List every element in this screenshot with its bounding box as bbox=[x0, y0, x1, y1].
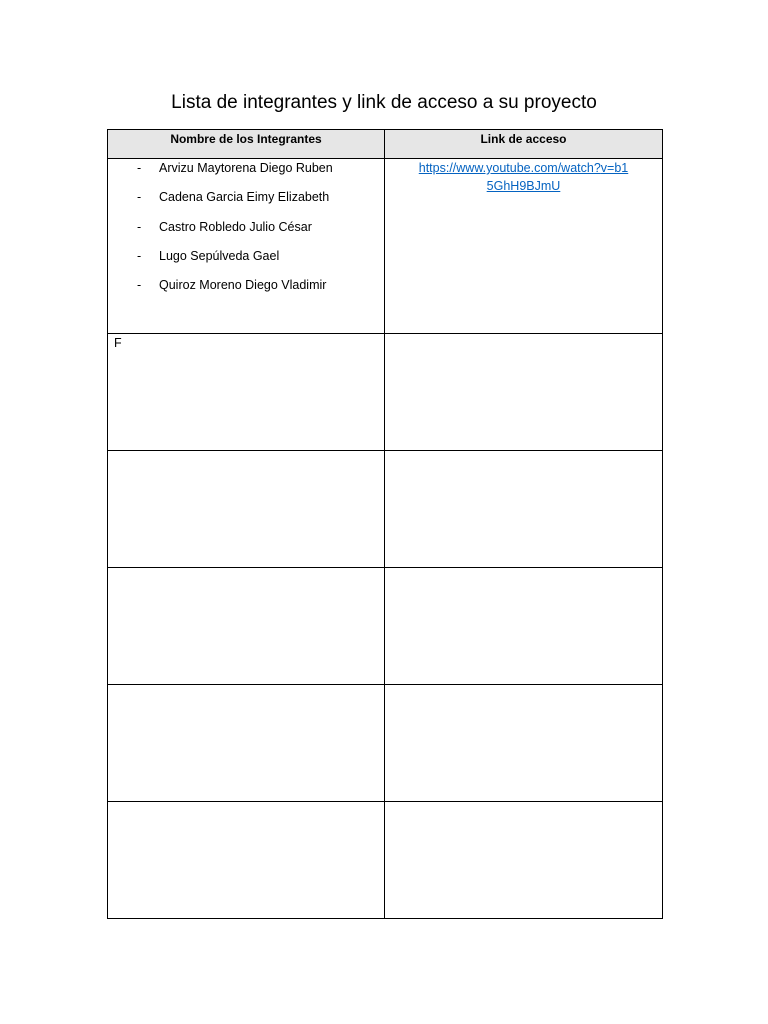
members-cell bbox=[108, 334, 385, 451]
link-line-2: v=b15GhH9BJmU bbox=[486, 161, 629, 193]
member-name: Cadena Garcia Eimy Elizabeth bbox=[159, 190, 330, 205]
link-cell bbox=[385, 159, 663, 334]
bullet-dash: - bbox=[137, 190, 142, 205]
table-row bbox=[108, 159, 663, 334]
list-item bbox=[108, 189, 384, 218]
header-link: Link de acceso bbox=[385, 130, 663, 159]
member-name: Lugo Sepúlveda Gael bbox=[159, 248, 280, 263]
table-header-row bbox=[108, 130, 663, 159]
link-cell bbox=[385, 568, 663, 685]
link-cell bbox=[385, 334, 663, 451]
member-list bbox=[108, 159, 384, 306]
members-table bbox=[107, 129, 663, 919]
table-row bbox=[108, 334, 663, 451]
link-cell bbox=[385, 685, 663, 802]
bullet-dash: - bbox=[137, 278, 142, 293]
members-cell bbox=[108, 568, 385, 685]
youtube-link[interactable] bbox=[419, 159, 629, 195]
members-cell bbox=[108, 159, 385, 334]
list-item bbox=[108, 219, 384, 248]
member-name: Arvizu Maytorena Diego Ruben bbox=[159, 161, 333, 175]
list-item bbox=[108, 277, 384, 306]
member-name: Quiroz Moreno Diego Vladimir bbox=[159, 278, 327, 293]
bullet-dash: - bbox=[137, 161, 142, 175]
list-item bbox=[108, 160, 384, 189]
header-members: Nombre de los Integrantes bbox=[108, 130, 385, 159]
table-row bbox=[108, 568, 663, 685]
members-cell bbox=[108, 802, 385, 919]
members-cell bbox=[108, 451, 385, 568]
link-line-1: https://www.youtube.com/watch? bbox=[418, 161, 601, 175]
page-title: Lista de integrantes y link de acceso a su proyecto bbox=[171, 92, 597, 113]
bullet-dash: - bbox=[137, 248, 142, 263]
table-row bbox=[108, 802, 663, 919]
cell-mark-text: F bbox=[114, 336, 122, 350]
link-cell bbox=[385, 451, 663, 568]
table-row bbox=[108, 685, 663, 802]
members-cell bbox=[108, 685, 385, 802]
link-cell bbox=[385, 802, 663, 919]
member-name: Castro Robledo Julio César bbox=[159, 219, 312, 234]
table-row bbox=[108, 451, 663, 568]
list-item bbox=[108, 248, 384, 277]
bullet-dash: - bbox=[137, 219, 142, 234]
